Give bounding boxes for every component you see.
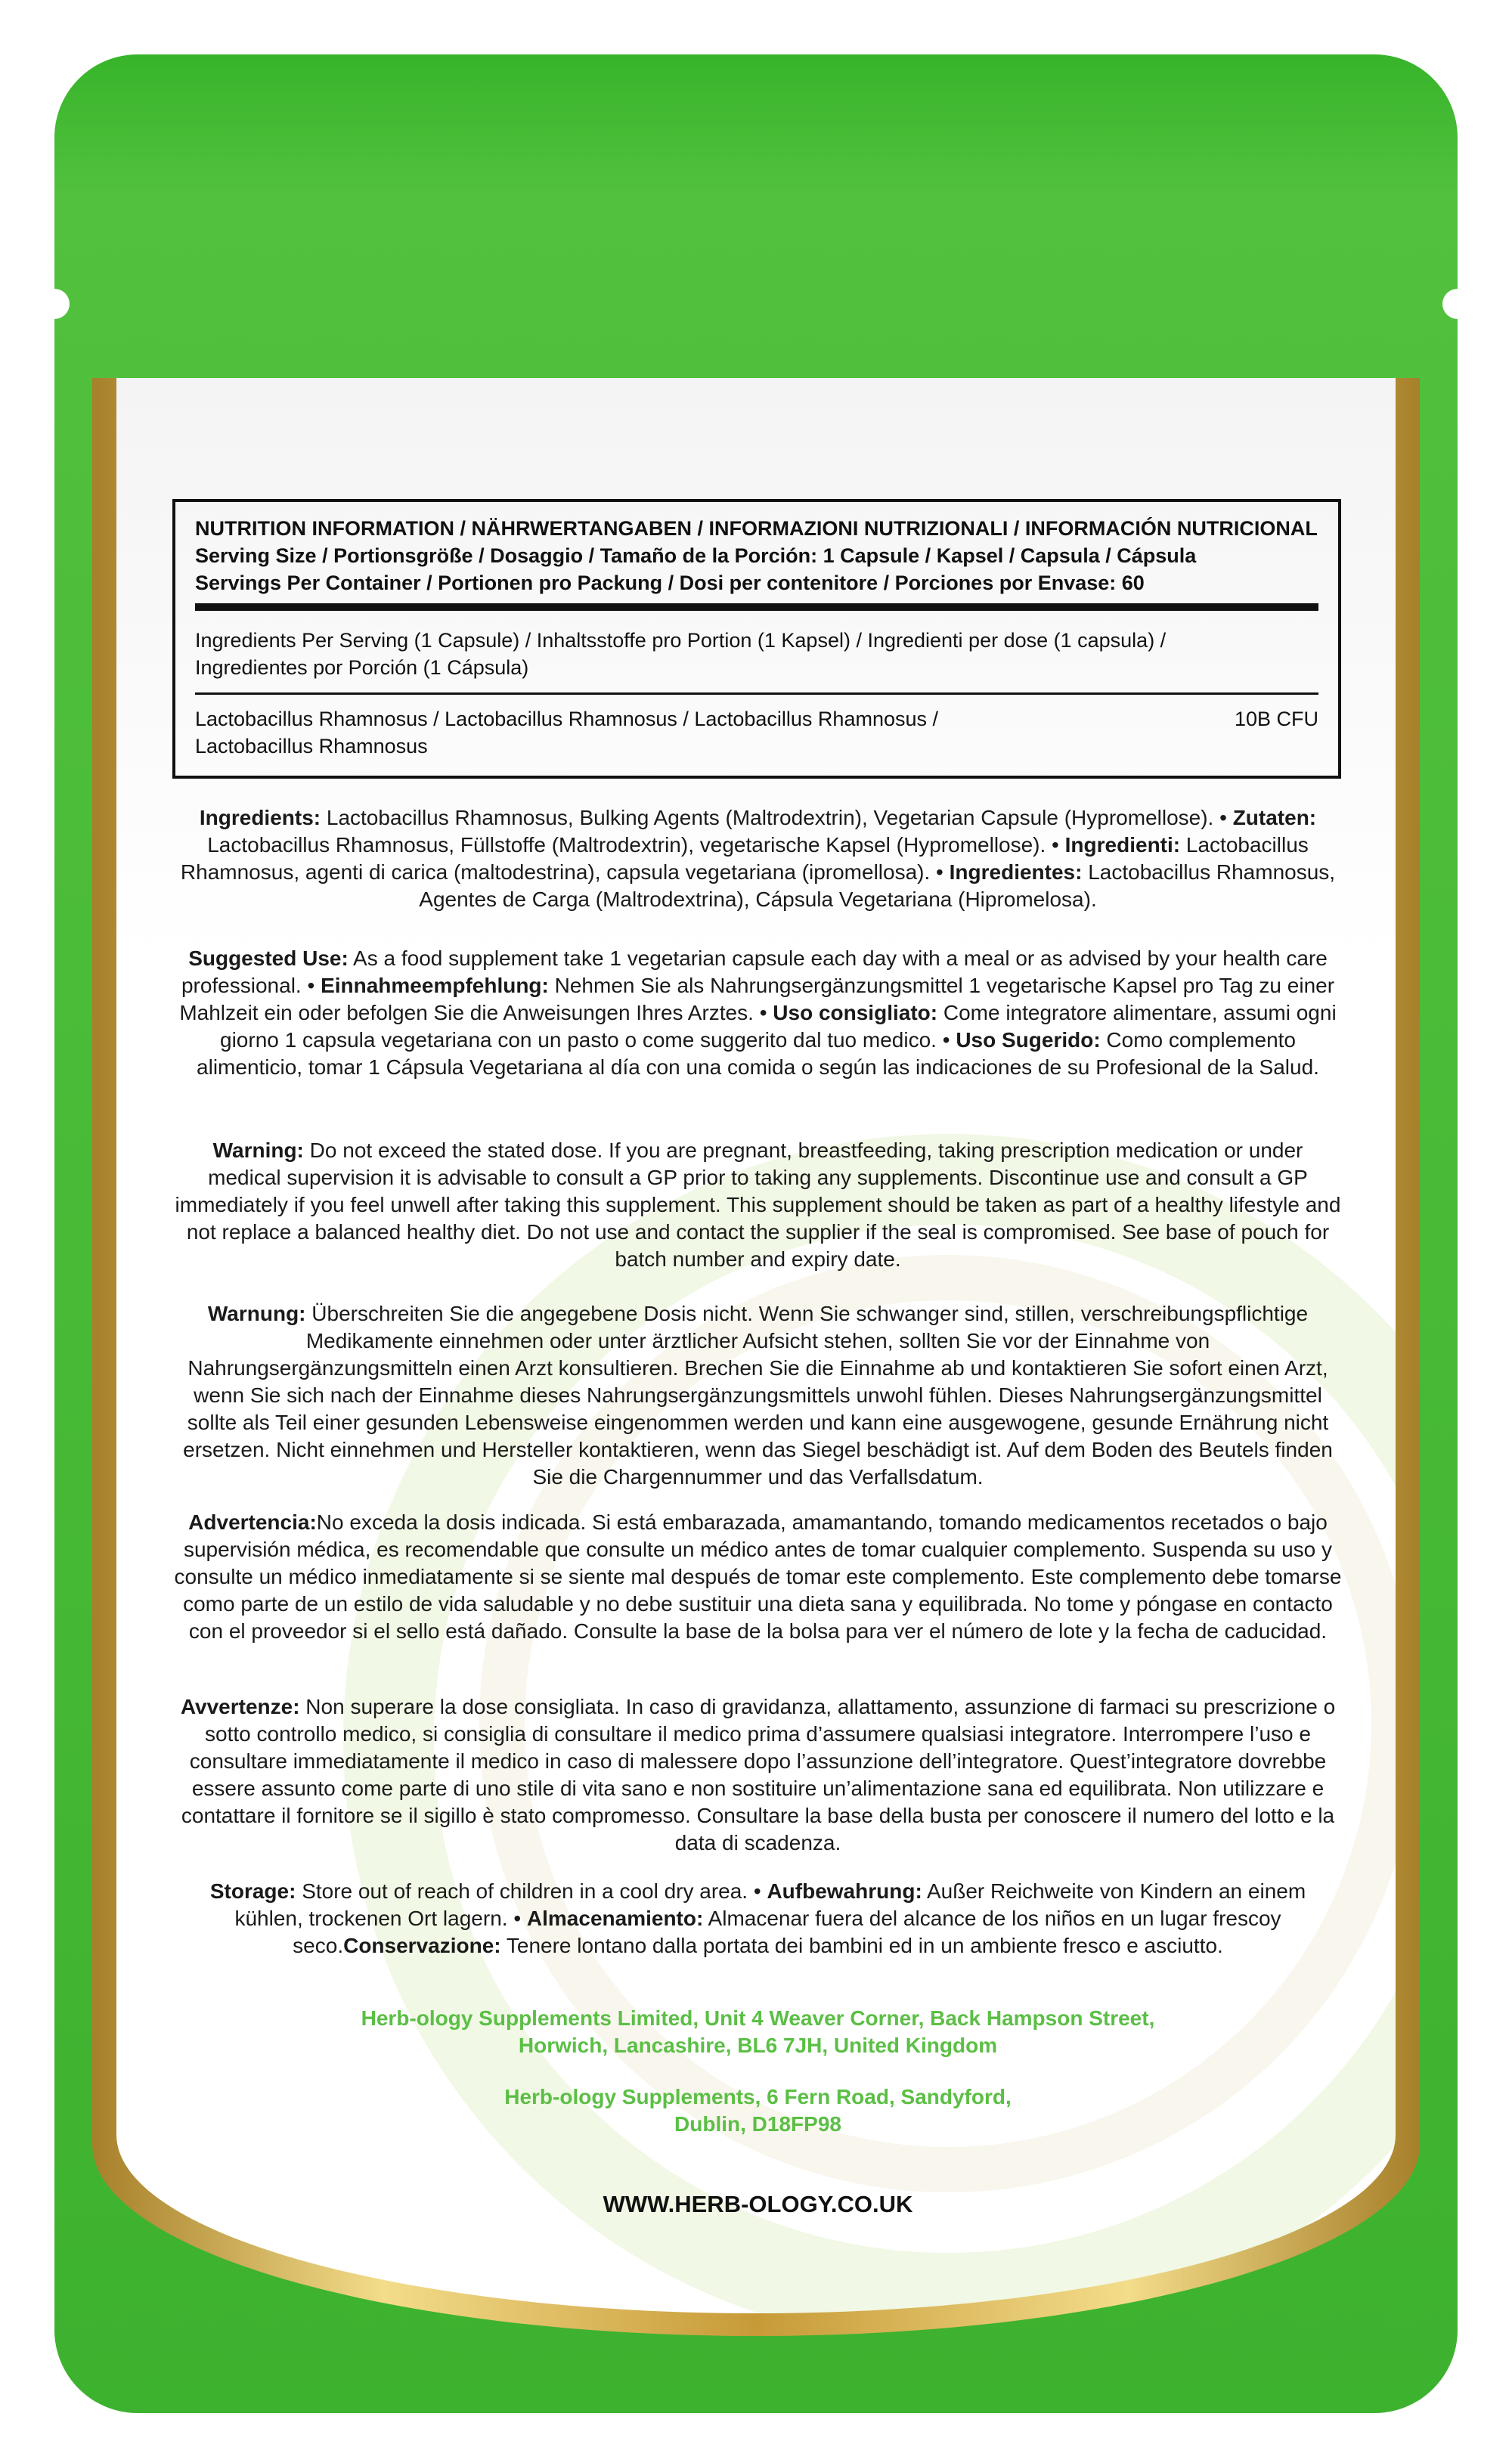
suggested-use-section (174, 945, 1342, 1081)
item-name-2: Lactobacillus Rhamnosus (195, 735, 428, 757)
ingredients-label-en: Ingredients: (199, 806, 321, 829)
website-link[interactable]: WWW.HERB-OLOGY.CO.UK (603, 2191, 913, 2217)
address-uk-line1: Herb-ology Supplements Limited, Unit 4 Weaver Corner, Back Hampson Street, (361, 2006, 1155, 2030)
storage-text-de: Außer Reichweite von Kindern an einem kühlen, trockenen Ort lagern. • (234, 1879, 1306, 1930)
ingredients-text-es: Lactobacillus Rhamnosus, Agentes de Carga (Maltrodextrina), Cápsula Vegetariana (Hipromelosa). (419, 860, 1336, 911)
warning-es-text: No exceda la dosis indicada. Si está embarazada, amamantando, tomando medicamentos recetados o bajo supervisión médica, es recomendable que consulte un médico antes de tomar cualquier complemento. Suspenda su uso y consulte un médico inmediatamente si se siente mal después de tomar este complemento. Este complemento debe tomarse como parte de un estilo de vida saludable y no debe sustituir una dieta sana y equilibrada. No tome y póngase en contacto con el proveedor si el sello está dañado. Consulte la base de la bolsa para ver el número de lote y la fecha de caducidad. (174, 1510, 1342, 1643)
tear-notch-right (1442, 289, 1458, 319)
storage-label-it: Conservazione: (343, 1934, 501, 1957)
tear-notch-left (54, 289, 70, 319)
warning-en-section (174, 1137, 1342, 1273)
warning-es-label: Advertencia: (188, 1510, 317, 1534)
storage-text-it: Tenere lontano dalla portata dei bambini ed in un ambiente fresco e asciutto. (500, 1934, 1223, 1957)
warning-it-section (174, 1693, 1342, 1857)
warning-it-label: Avvertenze: (180, 1695, 300, 1718)
table-rule-thin (195, 692, 1318, 695)
address-ie-line2: Dublin, D18FP98 (674, 2112, 841, 2136)
ingredients-label-es: Ingredientes: (949, 860, 1083, 884)
usage-label-de: Einnahmeempfehlung: (321, 974, 549, 997)
ingredients-text-en: Lactobacillus Rhamnosus, Bulking Agents (Maltrodextrin), Vegetarian Capsule (Hypromellose). • (321, 806, 1233, 829)
ingredients-per-serving-2: Ingredientes por Porción (1 Cápsula) (195, 656, 529, 679)
table-rule-thick (195, 603, 1318, 611)
storage-text-en: Store out of reach of children in a cool dry area. • (296, 1879, 767, 1903)
serving-size: Serving Size / Portionsgröße / Dosaggio / Tamaño de la Porción: 1 Capsule / Kapsel / Capsula / Cápsula (195, 544, 1197, 567)
usage-label-es: Uso Sugerido: (956, 1028, 1101, 1052)
storage-section (174, 1878, 1342, 1960)
warning-en-text: Do not exceed the stated dose. If you are pregnant, breastfeeding, taking prescription medication or under medical supervision it is advisable to consult a GP prior to taking any supplements. Discontinue use and consult a GP immediately if you feel unwell after taking this supplement. This supplement should be taken as part of a healthy lifestyle and not replace a balanced healthy diet. Do not use and contact the supplier if the seal is compromised. See base of pouch for batch number and expiry date. (175, 1139, 1341, 1271)
warning-de-text: Überschreiten Sie die angegebene Dosis nicht. Wenn Sie schwanger sind, stillen, verschreibungspflichtige Medikamente einnehmen oder unter ärztlicher Aufsicht stehen, sollten Sie vor der Einnahme von Nahrungsergänzungsmitteln einen Arzt konsultieren. Brechen Sie die Einnahme ab und kontaktieren Sie sofort einen Arzt, wenn Sie sich nach der Einnahme dieses Nahrungsergänzungsmittels unwohl fühlen. Dieses Nahrungsergänzungsmittel sollte als Teil einer gesunden Lebensweise eingenommen werden und kann eine ausgewogene, gesunde Ernährung nicht ersetzen. Nicht einnehmen und Hersteller kontaktieren, wenn das Siegel beschädigt ist. Auf dem Boden des Beutels finden Sie die Chargennummer und das Verfallsdatum. (183, 1302, 1333, 1489)
ingredients-text-it: Lactobacillus Rhamnosus, agenti di carica (maltodestrina), capsula vegetariana (ipromellosa). • (180, 833, 1309, 884)
ingredients-label-it: Ingredienti: (1064, 833, 1181, 857)
warning-de-section (174, 1300, 1342, 1491)
warning-it-text: Non superare la dose consigliata. In caso di gravidanza, allattamento, assunzione di farmaci su prescrizione o sotto controllo medico, si consiglia di consultare il medico prima d’assumere qualsiasi integratore. Interrompere l’uso e consultare immediatamente il medico in caso di malessere dopo l’assunzione dell’integratore. Quest’integratore dovrebbe essere assunto come parte di uno stile di vita sano e non sostituire un’alimentazione sana ed equilibrata. Non utilizzare e contattare il fornitore se il sigillo è stato compromesso. Consultare la base della busta per conoscere il numero del lotto e la data di scadenza. (181, 1695, 1336, 1854)
storage-label-de: Aufbewahrung: (767, 1879, 922, 1903)
item-name-1: Lactobacillus Rhamnosus / Lactobacillus Rhamnosus / Lactobacillus Rhamnosus / (195, 708, 939, 730)
usage-text-de: Nehmen Sie als Nahrungsergänzungsmittel 1 vegetarische Kapsel pro Tag zu einer Mahlzeit ein oder befolgen Sie die Anweisungen Ihres Arztes. • (179, 974, 1335, 1024)
usage-text-en: As a food supplement take 1 vegetarian capsule each day with a meal or as advised by your health care professional. • (181, 946, 1328, 997)
storage-label-en: Storage: (209, 1879, 296, 1903)
nutrition-header: NUTRITION INFORMATION / NÄHRWERTANGABEN / INFORMAZIONI NUTRIZIONALI / INFORMACIÓN NUTRICIONAL (195, 517, 1318, 540)
ingredients-per-serving-1: Ingredients Per Serving (1 Capsule) / Inhaltsstoffe pro Portion (1 Kapsel) / Ingredienti per dose (1 capsula) / (195, 629, 1167, 652)
usage-text-es: Como complemento alimenticio, tomar 1 Cápsula Vegetariana al día con una comida o según las indicaciones de su Profesional de la Salud. (197, 1028, 1319, 1079)
address-ie-line1: Herb-ology Supplements, 6 Fern Road, Sandyford, (504, 2085, 1012, 2108)
usage-label-en: Suggested Use: (188, 946, 349, 970)
storage-label-es: Almacenamiento: (526, 1907, 704, 1930)
ingredients-text-de: Lactobacillus Rhamnosus, Füllstoffe (Maltrodextrin), vegetarische Kapsel (Hypromellose). • (207, 833, 1065, 857)
servings-per-container: Servings Per Container / Portionen pro Packung / Dosi per contenitore / Porciones por Envase: 60 (195, 572, 1145, 594)
item-value: 10B CFU (1234, 708, 1318, 730)
usage-text-it: Come integratore alimentare, assumi ogni giorno 1 capsula vegetariana con un pasto o come suggerito dal tuo medico. • (220, 1001, 1337, 1052)
warning-de-label: Warnung: (207, 1302, 306, 1325)
nutrition-table (172, 499, 1341, 779)
usage-label-it: Uso consigliato: (773, 1001, 938, 1024)
warning-en-label: Warning: (212, 1139, 304, 1162)
address-uk-line2: Horwich, Lancashire, BL6 7JH, United Kingdom (518, 2034, 998, 2057)
storage-text-es: Almacenar fuera del alcance de los niños en un lugar frescoy seco. (293, 1907, 1281, 1957)
ingredients-label-de: Zutaten: (1232, 806, 1317, 829)
ingredients-section (174, 804, 1342, 913)
warning-es-section (174, 1509, 1342, 1645)
